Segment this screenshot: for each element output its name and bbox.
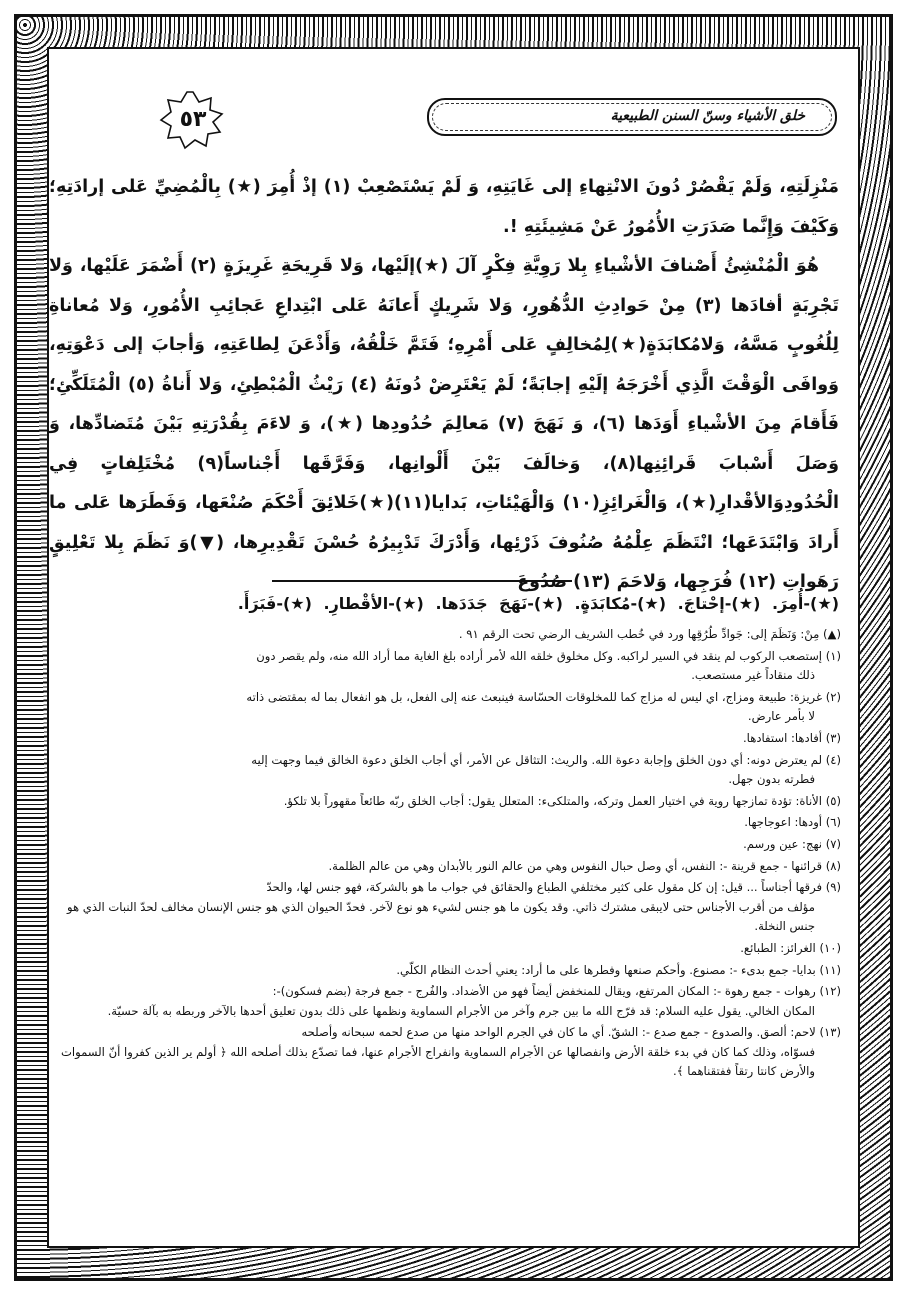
footnote <box>49 857 841 877</box>
main-paragraph-1: مَنْزِلَتِهِ، وَلَمْ يَقْصُرْ دُونَ الانْتِهاءِ إلى غَايَتِهِ، وَ لَمْ يَسْتَصْعِبْ (١) إذْ أُمِرَ (★) بِالْمُضِيِّ عَلى إرادَتِهِ؛ وَكَيْفَ وَإِنَّما صَدَرَتِ الأُمُورُ عَنْ مَشِيئَتِهِ !. <box>49 177 839 237</box>
footnote-number: (٩) <box>825 880 841 895</box>
footnote-continuation: فسوّاه، وذلك كما كان في بدء خلقة الأرض وانفصالها عن الأجرام السماوية وانفراج الأجرام عنها، فما تصدّع بذلك أصلحه الله ﴿ أولم ير الذين كفروا أنّ السموات والأرض كانتا رتقاً ففتقناهما ﴾. <box>60 1044 815 1079</box>
footnote-text: الأناة: تؤدة تمازجها روية في اختيار العمل وتركه، والمتلكىء: المتعلل يقول: أجاب الخلق ربّه طائعاً مقهوراً بلا تلكؤ. <box>283 793 823 808</box>
footnote-number: (١) <box>825 648 841 663</box>
footnote <box>49 813 841 833</box>
footnote-number: (▲) <box>823 627 841 641</box>
footnote-number: (١٠) <box>819 940 841 955</box>
footnote-text: نهج: عين ورسم. <box>743 836 823 851</box>
footnote-continuation: ذلك منقاداً غير مستصعب. <box>691 668 815 683</box>
page-content <box>49 60 847 1235</box>
footnote <box>49 688 841 727</box>
footnote-text: رهوات - جمع رهوة -: المكان المرتفع، ويقال للمنخفض أيضاً فهو من الأضداد. والفُرج - جمع فرجة (بضم فسكون)-: <box>272 984 816 999</box>
footnote-continuation: مؤلف من أقرب الأجناس حتى لايبقى مشترك ذاتي. وقد يكون ما هو جنس لشيء هو نوع لآخر. فحدّ الحيوان الذي هو جنس الإنسان مخالف لحدّ النبات الذي هو جنس النخلة. <box>67 899 815 934</box>
footnote <box>49 939 841 959</box>
footnote-number: (٧) <box>825 836 841 851</box>
footnote-separator <box>272 580 572 582</box>
footnote-text: بدايا- جمع بدىء -: مصنوع. وأحكم صنعها وفطرها على ما أراد: يعني أحدث النظام الكلّي. <box>396 962 816 977</box>
footnote-text: لاحم: ألصق. والصدوع - جمع صدع -: الشقّ. أي ما كان في الجرم الواحد منها من صدع لحمه سبحانه وأصلحه <box>301 1025 816 1040</box>
footnote-text: أودها: اعوجاجها. <box>744 815 823 830</box>
footnote <box>49 729 841 749</box>
running-header <box>427 98 837 136</box>
footnote-number: (٦) <box>825 815 841 830</box>
footnote-number: (١٣) <box>819 1025 841 1040</box>
footnote-number: (٥) <box>825 793 841 808</box>
footnote <box>49 647 841 686</box>
footnote <box>49 1023 841 1082</box>
footnote-number: (٢) <box>825 689 841 704</box>
page-number-badge <box>158 90 228 150</box>
footnote <box>49 835 841 855</box>
footnote-text: الغرائز: الطبائع. <box>740 940 816 955</box>
footnote-number: (٨) <box>825 858 841 873</box>
main-text <box>49 168 839 603</box>
footnote <box>49 751 841 790</box>
footnote <box>49 878 841 937</box>
running-title: خلق الأشياء وسنّ السنن الطبيعية <box>610 108 805 124</box>
footnote-number: (٤) <box>825 752 841 767</box>
footnote-text: أفادها: استفادها. <box>742 730 823 745</box>
footnote-continuation: المكان الخالي. يقول عليه السلام: قد فرّج الله ما بين جرم وآخر من الأجرام السماوية ونظمها على ذلك بدون تعليق أحدها بالآخر وربطه به بآلة حسيّة. <box>107 1003 815 1018</box>
footnote-text: لم يعترض دونه: أي دون الخلق وإجابة دعوة الله. والريث: التثاقل عن الأمر، أي أجاب الخلق دعوة الخالق فيما وجهت إليه <box>251 752 823 767</box>
footnote-continuation: لا بأمر عارض. <box>747 709 815 724</box>
variant-readings: (★)-أُمِرَ. (★)-إحْتاجَ. (★)-مُكابَدَةٍ. (★)-نَهَجَ جَدَدَها. (★)-الأقْطارِ. (★)-فَبَرَأَ. <box>237 594 839 613</box>
footnote-text: إستصعب الركوب لم ينقد في السير لراكبه. وكل مخلوق خلقه الله لأمر أراده بلغ الغاية مما أراد الله منه، ولم يقصر دون <box>256 648 823 663</box>
footnotes <box>49 625 841 1084</box>
footnote <box>49 982 841 1021</box>
footnote-text: غريزة: طبيعة ومزاج، اي ليس له مزاج كما للمخلوقات الحسّاسة فينبعث عنه إلى الفعل، بل هو انفعال بما له بمقتضى ذاته <box>246 689 823 704</box>
footnote-continuation: فطرته بدون جهل. <box>728 772 815 787</box>
page-number: ٥٣ <box>179 107 207 132</box>
footnote-number: (١٢) <box>819 984 841 999</box>
main-paragraph-2: هُوَ الْمُنْشِئُ أَصْنافَ الأشْياءِ بِلا رَوِيَّةِ فِكْرٍ آلَ (★)إلَيْها، وَلا قَرِيحَةِ غَرِيزَةٍ (٢) أَضْمَرَ عَلَيْها، وَلا تَجْرِبَةٍ أفادَها (٣) مِنْ حَوادِثِ الدُّهُورِ، وَلا شَرِيكٍ أَعانَهُ عَلى ابْتِداعِ عَجائِبِ الأُمُورِ، وَلا مُعاناةِ لِلُغُوبٍ مَسَّهُ، وَلامُكابَدَةٍ(★)لِمُخالِفٍ عَلى أَمْرِهِ؛ فَتَمَّ خَلْقُهُ، وَأَذْعَنَ لِطاعَتِهِ، وَأجابَ إلى دَعْوَتِهِ، وَوافَى الْوَقْتَ الَّذِي أَخْرَجَهُ إلَيْهِ إجابَةً؛ لَمْ يَعْتَرِضْ دُونَهُ (٤) رَيْثُ الْمُبْطِئِ، وَلا أَناةُ (٥) الْمُتَلَكِّئِ؛ فَأَقامَ مِنَ الأشْياءِ أَوَدَها (٦)، وَ نَهَجَ (٧) مَعالِمَ حُدُودِها (★)، وَ لاءَمَ بِقُدْرَتِهِ بَيْنَ مُتَضادِّها، وَ وَصَلَ أَسْبابَ قَرائِنِها(٨)، وَخالَفَ بَيْنَ أَلْوانِها، وَفَرَّقَها أَجْناساً(٩) مُخْتَلِفاتٍ فِي الْحُدُودِوَالأقْدارِ(★)، وَالْغَرائِزِ(١٠) وَالْهَيْئاتِ، بَدايا(١١)(★)خَلائِقَ أَحْكَمَ صُنْعَها، وَفَطَرَها عَلى ما أَرادَ وَابْتَدَعَها؛ انْتَظَمَ عِلْمُهُ صُنُوفَ ذَرْئِها، وَأَدْرَكَ تَدْبِيرُهُ حُسْنَ تَقْدِيرِها، (▼)وَ نَظَمَ بِلا تَعْلِيقٍ رَهَواتِ (١٢) فُرَجِها، وَلاحَمَ (١٣) صُدُوعَ <box>49 256 840 592</box>
footnote <box>49 961 841 981</box>
footnote-number: (٣) <box>825 730 841 745</box>
footnote <box>49 792 841 812</box>
footnote <box>49 625 841 645</box>
footnote-text: قرائنها - جمع قرينة -: النفس، أي وصل حبال النفوس وهي من عالم النور بالأبدان وهي من عالم الظلمة. <box>328 858 823 873</box>
footnote-text: فرقها أجناساً ... قيل: إن كل مقول على كثير مختلفي الطباع والحقائق في جواب ما هو بالشركة، فهو جنس لها، والحدّ <box>266 880 823 895</box>
footnote-text: مِنْ: وَنَظَمَ إلى: جَوادِّ طُرُقِها ورد في خُطب الشريف الرضي تحت الرقم ٩١ . <box>458 627 820 641</box>
footnote-number: (١١) <box>819 962 841 977</box>
